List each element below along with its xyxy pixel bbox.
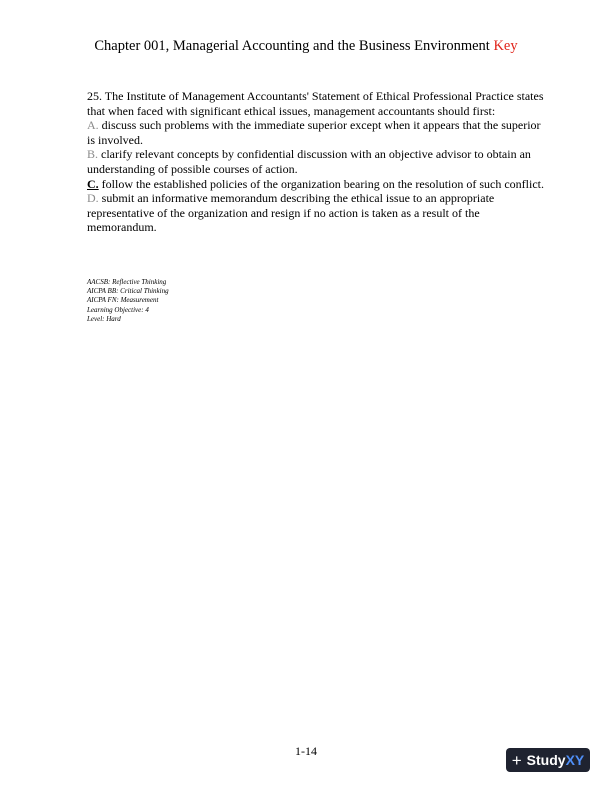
- page-header: [0, 37, 612, 55]
- option-c-letter-correct: C.: [87, 176, 99, 191]
- meta-aacsb: AACSB: Reflective Thinking: [87, 278, 167, 286]
- question-text: The Institute of Management Accountants' Statement of Ethical Professional Practice states that when faced with significant ethical issues, management accountants should first:: [87, 89, 544, 118]
- option-d-letter: D.: [87, 191, 99, 206]
- header-title: Chapter 001, Managerial Accounting and the Business Environment: [94, 38, 490, 54]
- page-number: 1-14: [295, 744, 317, 758]
- plus-icon: +: [511, 750, 522, 770]
- meta-aicpa-bb: AICPA BB: Critical Thinking: [87, 287, 169, 296]
- option-b-text: clarify relevant concepts by confidential discussion with an objective advisor to obtain an understanding of possible courses of action.: [87, 147, 531, 176]
- meta-learning-objective: Learning Objective: 4: [87, 305, 149, 314]
- question-number: 25.: [87, 89, 102, 103]
- question-metadata: [87, 278, 169, 324]
- brand-name-xy: XY: [565, 752, 585, 768]
- option-a: [87, 118, 547, 147]
- option-b-letter: B.: [87, 147, 99, 162]
- option-c: [87, 177, 547, 192]
- option-a-letter: A.: [87, 118, 99, 133]
- meta-level: Level: Hard: [87, 314, 121, 323]
- brand-name-study: Study: [526, 752, 566, 768]
- studyxy-logo[interactable]: [506, 748, 590, 772]
- option-b: [87, 147, 547, 176]
- header-key-label: Key: [493, 38, 518, 54]
- meta-aicpa-fn: AICPA FN: Measurement: [87, 296, 159, 305]
- option-d-text: submit an informative memorandum describing the ethical issue to an appropriate representative of the organization and resign if no action is taken as a result of the memorandum.: [87, 191, 495, 235]
- question-block: [87, 89, 547, 235]
- option-d: [87, 191, 547, 235]
- question-stem: [87, 89, 547, 118]
- option-c-text: follow the established policies of the organization bearing on the resolution of such conflict.: [101, 176, 545, 191]
- option-a-text: discuss such problems with the immediate superior except when it appears that the superior is involved.: [87, 118, 541, 147]
